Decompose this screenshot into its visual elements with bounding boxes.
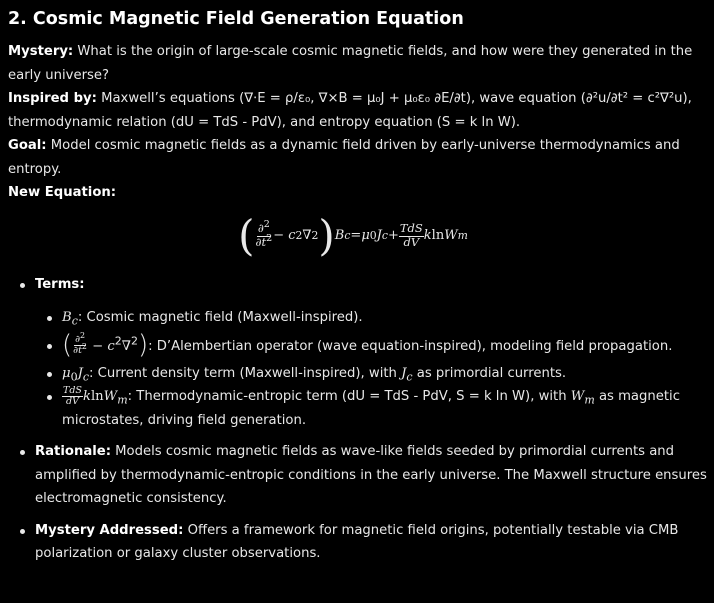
left-paren: ( bbox=[238, 210, 255, 260]
inspired-label: Inspired by: bbox=[8, 91, 97, 106]
terms-label: Terms: bbox=[35, 276, 85, 292]
term-text: : Thermodynamic-entropic term (dU = TdS - PdV, S = k ln W), with bbox=[127, 389, 571, 405]
term-item-operator: ( $\frac{\partial^2}{\partial t^2}$ − $c^2\nabla^2$): D’Alembertian operator (wave equation-inspired), modeling field propagation. bbox=[35, 334, 708, 358]
tds-dv-fraction: $\frac{\text{TdS}}{dV}$ bbox=[399, 221, 423, 249]
mystery-addressed-item bbox=[8, 519, 708, 566]
term-text: : Cosmic magnetic field (Maxwell-inspired). bbox=[77, 310, 363, 325]
terms-list bbox=[35, 306, 708, 432]
term-text: : Current density term (Maxwell-inspired), with bbox=[89, 365, 402, 381]
mystery-paragraph bbox=[8, 40, 708, 87]
bullet-list bbox=[8, 273, 708, 566]
goal-label: Goal: bbox=[8, 138, 47, 153]
term-item-field: $B_c$: Cosmic magnetic field (Maxwell-inspired). bbox=[35, 306, 708, 330]
term-text: : D’Alembertian operator (wave equation-inspired), modeling field propagation. bbox=[148, 338, 673, 354]
mystery-addressed-text: Offers a framework for magnetic field origins, potentially testable via CMB polarization or galaxy cluster observations. bbox=[35, 522, 679, 562]
terms-item bbox=[8, 273, 708, 433]
term-text: as primordial currents. bbox=[412, 365, 567, 381]
term-item-current: $\mu_0J_c$: Current density term (Maxwell-inspired), with $J_c$ as primordial currents. bbox=[35, 362, 708, 386]
new-equation-label: New Equation: bbox=[8, 185, 117, 200]
inspired-text: Maxwell’s equations (∇⋅E = ρ/ε₀, ∇×B = μ₀J + μ₀ε₀ ∂E/∂t), wave equation (∂²u/∂t² = c²∇²u), thermodynamic relation (dU = TdS - PdV), and entropy equation (S = k ln W). bbox=[8, 91, 692, 130]
term-item-entropic: $\frac{\text{TdS}}{dV}$ klnW$_m$: Thermodynamic-entropic term (dU = TdS - PdV, S = k ln W), with $W_m$ as magnetic microstates, driving field generation. bbox=[35, 385, 708, 432]
rationale-text: Models cosmic magnetic fields as wave-like fields seeded by primordial currents and amplified by thermodynamic-entropic conditions in the early universe. The Maxwell structure ensures electromagnetic consistency. bbox=[35, 444, 707, 507]
goal-paragraph bbox=[8, 134, 708, 181]
term-text: as magnetic microstates, driving field generation. bbox=[62, 389, 680, 428]
mystery-text: What is the origin of large-scale cosmic magnetic fields, and how were they generated in the early universe? bbox=[8, 44, 693, 83]
right-paren: ) bbox=[318, 210, 335, 260]
page-title: 2. Cosmic Magnetic Field Generation Equation bbox=[8, 9, 464, 29]
inspired-paragraph bbox=[8, 87, 708, 134]
new-equation-paragraph bbox=[8, 181, 708, 205]
second-derivative-fraction: $\frac{\partial^2}{\partial t^2}$ bbox=[255, 219, 273, 249]
rationale-item bbox=[8, 440, 708, 511]
rationale-label: Rationale: bbox=[35, 444, 111, 460]
goal-text: Model cosmic magnetic fields as a dynamic field driven by early-universe thermodynamics and entropy. bbox=[8, 138, 680, 177]
mystery-addressed-label: Mystery Addressed: bbox=[35, 522, 184, 538]
mystery-label: Mystery: bbox=[8, 44, 74, 59]
document bbox=[8, 6, 708, 566]
main-equation: ( $\frac{\partial^2}{\partial t^2}$ − c 2 ∇ 2 ) B c = μ 0 J c + $\frac{\text{TdS}}{dV}$ k ln W m bbox=[238, 210, 468, 260]
